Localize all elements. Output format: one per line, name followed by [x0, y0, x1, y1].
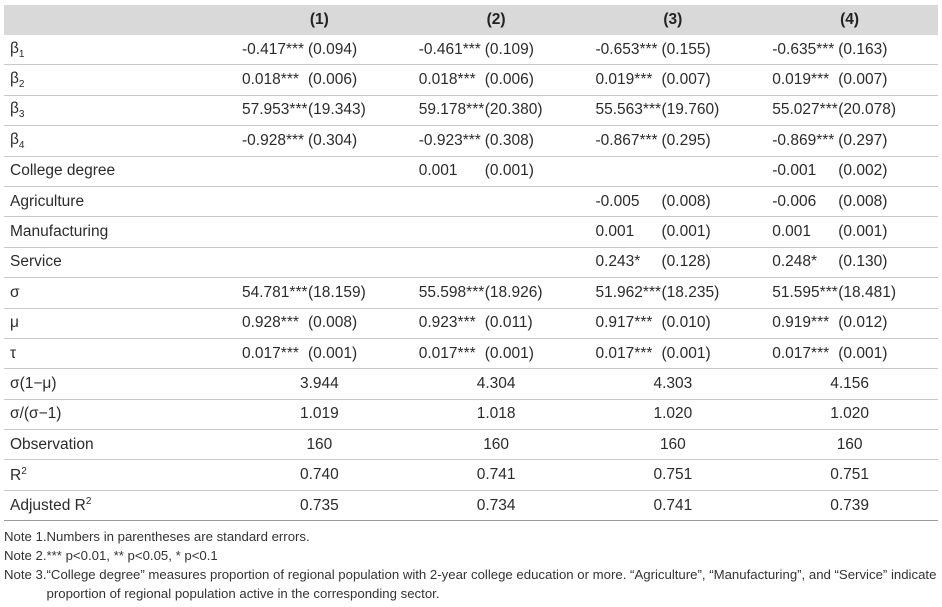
coefficient-cell — [585, 278, 762, 308]
statistic-cell: 3.944 — [231, 369, 408, 399]
estimate: -0.461*** — [418, 40, 481, 58]
estimate: 0.243* — [595, 253, 641, 271]
coefficient-cell — [761, 247, 938, 277]
row-label-text: Manufacturing — [10, 223, 109, 241]
row-label — [4, 65, 231, 95]
standard-error: (0.008) — [838, 192, 888, 210]
header-cell: (1) — [231, 5, 408, 35]
table-row — [4, 278, 938, 308]
coefficient-pair — [231, 71, 408, 89]
estimate: 0.017*** — [242, 344, 299, 362]
statistic-cell: 4.304 — [408, 369, 585, 399]
standard-error: (0.001) — [661, 344, 711, 362]
coefficient-cell — [761, 278, 938, 308]
coefficient-pair — [231, 314, 408, 332]
estimate: -0.635*** — [772, 40, 835, 58]
estimate: 0.017*** — [772, 344, 830, 362]
coefficient-cell — [761, 156, 938, 186]
table-row — [4, 247, 938, 277]
standard-error: (0.012) — [838, 314, 888, 332]
statistic-cell: 160 — [761, 430, 938, 460]
regression-table — [4, 5, 938, 521]
row-label-text: τ — [10, 344, 17, 362]
statistic-cell: 0.751 — [761, 460, 938, 490]
table-row — [4, 186, 938, 216]
coefficient-pair — [761, 314, 938, 332]
row-label-subscript: 1 — [18, 48, 25, 60]
row-label — [4, 186, 231, 216]
estimate: 0.001 — [772, 223, 812, 241]
statistic-cell: 1.019 — [231, 399, 408, 429]
coefficient-pair — [761, 345, 938, 363]
row-label — [4, 399, 231, 429]
coefficient-cell — [761, 217, 938, 247]
statistic-cell: 1.020 — [761, 399, 938, 429]
estimate: 51.962*** — [595, 283, 662, 301]
coefficient-pair — [231, 101, 408, 119]
coefficient-pair — [231, 284, 408, 302]
coefficient-pair — [585, 71, 762, 89]
coefficient-pair — [761, 41, 938, 59]
row-label — [4, 35, 231, 65]
estimate: 51.595*** — [772, 283, 838, 301]
coefficient-pair — [408, 345, 585, 363]
coefficient-cell — [585, 247, 762, 277]
standard-error: (0.006) — [484, 71, 534, 89]
coefficient-pair — [231, 132, 408, 150]
coefficient-cell — [231, 35, 408, 65]
row-label — [4, 460, 231, 490]
coefficient-cell — [585, 126, 762, 156]
coefficient-pair — [408, 41, 585, 59]
statistic-cell: 160 — [231, 430, 408, 460]
coefficient-cell — [231, 65, 408, 95]
coefficient-pair — [408, 101, 585, 119]
coefficient-cell — [761, 95, 938, 125]
estimate: -0.869*** — [772, 131, 835, 149]
standard-error: (0.002) — [838, 162, 888, 180]
coefficient-pair — [761, 71, 938, 89]
row-label — [4, 278, 231, 308]
standard-error: (0.001) — [838, 344, 888, 362]
standard-error: (0.304) — [308, 131, 358, 149]
estimate: 0.248* — [772, 253, 818, 271]
coefficient-pair — [408, 71, 585, 89]
row-label-text: β — [10, 100, 19, 118]
estimate: 0.001 — [418, 162, 458, 180]
statistic-cell: 1.018 — [408, 399, 585, 429]
coefficient-cell — [761, 126, 938, 156]
standard-error: (0.163) — [838, 40, 888, 58]
standard-error: (0.295) — [661, 131, 711, 149]
coefficient-pair — [585, 284, 762, 302]
coefficient-pair — [761, 193, 938, 211]
row-label-text: β — [10, 70, 19, 88]
standard-error: (0.109) — [484, 40, 534, 58]
coefficient-cell — [408, 156, 585, 186]
coefficient-cell — [231, 247, 408, 277]
coefficient-pair — [585, 41, 762, 59]
row-label-text: σ/(σ−1) — [10, 405, 62, 423]
statistic-cell: 1.020 — [585, 399, 762, 429]
estimate: 0.001 — [595, 223, 635, 241]
coefficient-cell — [231, 156, 408, 186]
note-text: Numbers in parentheses are standard errors. — [46, 529, 310, 544]
table-row — [4, 430, 938, 460]
coefficient-cell — [585, 186, 762, 216]
estimate: 55.598*** — [418, 283, 485, 301]
coefficient-pair — [761, 162, 938, 180]
row-label — [4, 338, 231, 368]
row-label-text: β — [10, 130, 19, 148]
standard-error: (0.297) — [838, 131, 888, 149]
row-label-text: σ(1−μ) — [10, 374, 57, 392]
standard-error: (0.007) — [838, 71, 888, 89]
statistic-cell: 0.735 — [231, 490, 408, 520]
statistic-cell: 160 — [585, 430, 762, 460]
row-label — [4, 369, 231, 399]
standard-error: (0.001) — [484, 344, 534, 362]
coefficient-cell — [761, 338, 938, 368]
coefficient-cell — [585, 217, 762, 247]
coefficient-cell — [585, 35, 762, 65]
note-text: *** p<0.01, ** p<0.05, * p<0.1 — [46, 548, 218, 563]
estimate: 0.017*** — [595, 344, 653, 362]
coefficient-cell — [408, 186, 585, 216]
standard-error: (0.001) — [838, 223, 888, 241]
note-prefix: Note 1. — [4, 529, 47, 544]
table-row — [4, 65, 938, 95]
estimate: -0.001 — [772, 162, 817, 180]
estimate: 54.781*** — [242, 283, 308, 301]
header-row — [4, 5, 938, 35]
header-cell: (3) — [585, 5, 762, 35]
coefficient-cell — [408, 308, 585, 338]
table-row — [4, 156, 938, 186]
standard-error: (0.008) — [308, 314, 358, 332]
standard-error: (0.010) — [661, 314, 711, 332]
header-cell: (2) — [408, 5, 585, 35]
row-label — [4, 217, 231, 247]
row-label-text: μ — [10, 314, 19, 332]
coefficient-pair — [761, 101, 938, 119]
estimate: -0.005 — [595, 192, 640, 210]
estimate: 59.178*** — [418, 101, 485, 119]
estimate: -0.923*** — [418, 131, 481, 149]
table-row — [4, 217, 938, 247]
estimate: 0.018*** — [418, 71, 476, 89]
coefficient-pair — [231, 41, 408, 59]
row-label-text: σ — [10, 283, 20, 301]
coefficient-cell — [585, 65, 762, 95]
note-prefix: Note 3. — [4, 567, 47, 582]
statistic-cell: 0.741 — [585, 490, 762, 520]
coefficient-pair — [231, 345, 408, 363]
header-cell — [4, 5, 231, 35]
estimate: 0.017*** — [418, 344, 476, 362]
coefficient-cell — [585, 95, 762, 125]
table-body — [4, 35, 938, 521]
standard-error: (18.926) — [484, 283, 543, 301]
coefficient-cell — [408, 95, 585, 125]
row-label-subscript: 4 — [18, 139, 25, 151]
coefficient-pair — [585, 132, 762, 150]
statistic-cell: 0.751 — [585, 460, 762, 490]
coefficient-cell — [761, 186, 938, 216]
estimate: 55.563*** — [595, 101, 662, 119]
row-label-text: College degree — [10, 162, 116, 180]
statistic-cell: 0.740 — [231, 460, 408, 490]
standard-error: (0.308) — [484, 131, 534, 149]
table-row — [4, 490, 938, 520]
coefficient-cell — [761, 35, 938, 65]
standard-error: (20.078) — [838, 101, 896, 119]
header-cell: (4) — [761, 5, 938, 35]
standard-error: (18.235) — [661, 283, 720, 301]
standard-error: (0.006) — [308, 71, 358, 89]
coefficient-cell — [585, 308, 762, 338]
estimate: 0.018*** — [242, 71, 299, 89]
estimate: -0.928*** — [242, 131, 305, 149]
standard-error: (18.159) — [308, 283, 366, 301]
statistic-cell: 160 — [408, 430, 585, 460]
estimate: 0.019*** — [595, 71, 653, 89]
standard-error: (0.008) — [661, 192, 711, 210]
row-label-text: Service — [10, 253, 62, 271]
row-label-text: β — [10, 39, 19, 57]
coefficient-cell — [231, 308, 408, 338]
standard-error: (20.380) — [484, 101, 543, 119]
coefficient-pair — [585, 253, 762, 271]
table-row — [4, 369, 938, 399]
row-label-subscript: 3 — [18, 109, 25, 121]
coefficient-cell — [231, 126, 408, 156]
coefficient-pair — [408, 284, 585, 302]
coefficient-cell — [231, 95, 408, 125]
row-label-text: Observation — [10, 435, 94, 453]
standard-error: (19.343) — [308, 101, 366, 119]
standard-error: (0.128) — [661, 253, 711, 271]
row-label-superscript: 2 — [85, 496, 92, 508]
row-label — [4, 156, 231, 186]
note-text: “College degree” measures proportion of regional population with 2-year college education or more. “Agriculture”, “Manufacturing”, and “Service” indicate proportion of regional population active in the corresponding sector. — [46, 567, 937, 601]
row-label-text: R — [10, 466, 22, 484]
coefficient-pair — [585, 314, 762, 332]
standard-error: (0.001) — [484, 162, 534, 180]
statistic-cell: 0.741 — [408, 460, 585, 490]
coefficient-cell — [231, 186, 408, 216]
coefficient-pair — [408, 132, 585, 150]
coefficient-cell — [408, 217, 585, 247]
estimate: -0.653*** — [595, 40, 658, 58]
coefficient-cell — [408, 126, 585, 156]
row-label — [4, 247, 231, 277]
coefficient-cell — [231, 278, 408, 308]
note — [4, 565, 938, 603]
standard-error: (18.481) — [838, 283, 896, 301]
row-label — [4, 126, 231, 156]
coefficient-cell — [231, 338, 408, 368]
coefficient-pair — [585, 193, 762, 211]
coefficient-cell — [585, 338, 762, 368]
coefficient-pair — [761, 132, 938, 150]
row-label-superscript: 2 — [21, 465, 27, 477]
coefficient-pair — [761, 284, 938, 302]
estimate: 0.019*** — [772, 71, 830, 89]
row-label — [4, 430, 231, 460]
table-row — [4, 460, 938, 490]
table-row — [4, 308, 938, 338]
table-row — [4, 35, 938, 65]
row-label-subscript: 2 — [18, 79, 25, 91]
estimate: -0.867*** — [595, 131, 658, 149]
row-label — [4, 308, 231, 338]
statistic-cell: 4.303 — [585, 369, 762, 399]
coefficient-cell — [761, 65, 938, 95]
coefficient-pair — [585, 345, 762, 363]
coefficient-cell — [408, 278, 585, 308]
coefficient-pair — [761, 223, 938, 241]
coefficient-cell — [408, 247, 585, 277]
note-prefix: Note 2. — [4, 548, 47, 563]
estimate: -0.006 — [772, 192, 817, 210]
table-row — [4, 399, 938, 429]
table-row — [4, 126, 938, 156]
estimate: 0.923*** — [418, 314, 476, 332]
coefficient-pair — [408, 314, 585, 332]
table-notes — [4, 527, 938, 603]
row-label-text: Agriculture — [10, 192, 85, 210]
standard-error: (19.760) — [661, 101, 720, 119]
standard-error: (0.001) — [661, 223, 711, 241]
estimate: 55.027*** — [772, 101, 838, 119]
row-label — [4, 490, 231, 520]
estimate: 0.919*** — [772, 314, 830, 332]
coefficient-cell — [231, 217, 408, 247]
estimate: -0.417*** — [242, 40, 305, 58]
standard-error: (0.007) — [661, 71, 711, 89]
row-label-text: Adjusted R — [10, 497, 86, 515]
table-row — [4, 338, 938, 368]
estimate: 0.928*** — [242, 314, 299, 332]
note — [4, 527, 938, 546]
estimate: 0.917*** — [595, 314, 653, 332]
coefficient-cell — [408, 35, 585, 65]
coefficient-pair — [761, 253, 938, 271]
statistic-cell: 0.739 — [761, 490, 938, 520]
coefficient-pair — [585, 223, 762, 241]
statistic-cell: 4.156 — [761, 369, 938, 399]
statistic-cell: 0.734 — [408, 490, 585, 520]
coefficient-cell — [585, 156, 762, 186]
standard-error: (0.155) — [661, 40, 711, 58]
row-label — [4, 95, 231, 125]
standard-error: (0.001) — [308, 344, 358, 362]
standard-error: (0.094) — [308, 40, 358, 58]
note — [4, 546, 938, 565]
coefficient-cell — [408, 65, 585, 95]
table-row — [4, 95, 938, 125]
coefficient-pair — [585, 101, 762, 119]
standard-error: (0.011) — [484, 314, 533, 332]
coefficient-cell — [761, 308, 938, 338]
coefficient-cell — [408, 338, 585, 368]
estimate: 57.953*** — [242, 101, 308, 119]
standard-error: (0.130) — [838, 253, 888, 271]
coefficient-pair — [408, 162, 585, 180]
